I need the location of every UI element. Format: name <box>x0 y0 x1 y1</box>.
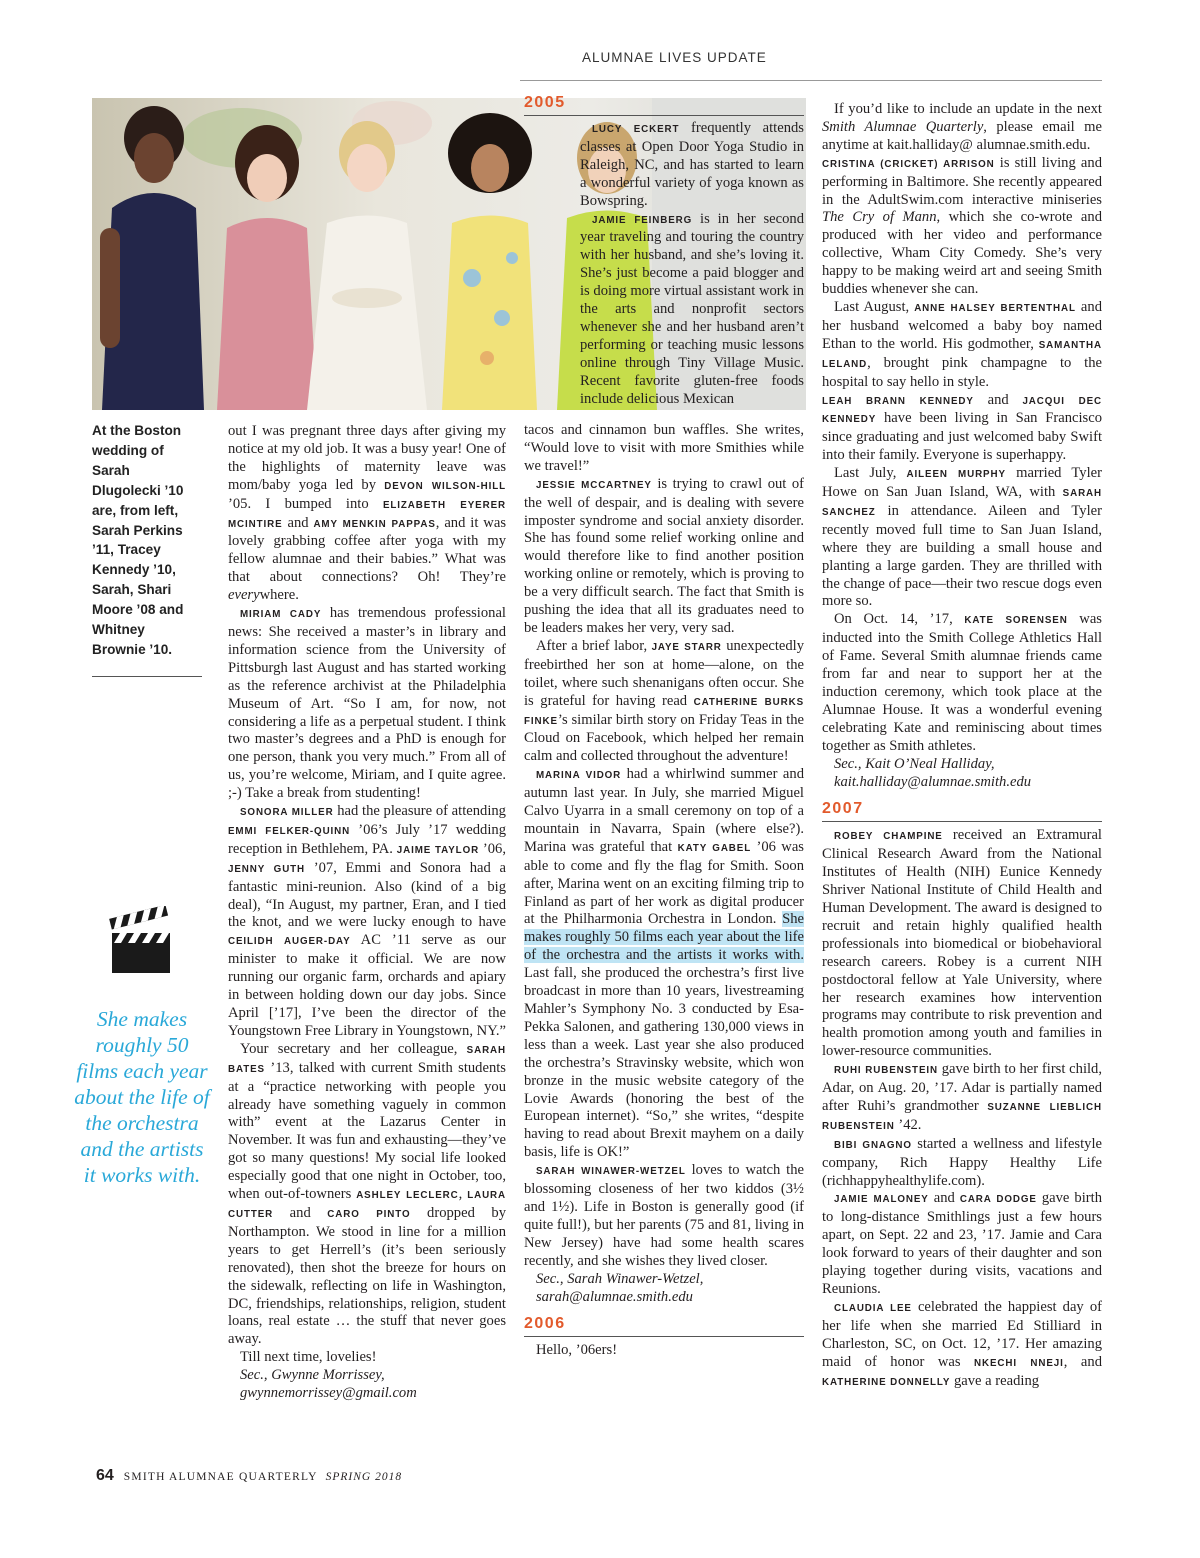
text: Your secretary and her colleague, <box>240 1040 467 1057</box>
alumna-name: ASHLEY LECLERC <box>356 1190 459 1202</box>
paragraph <box>822 1299 1102 1392</box>
magazine-title: SMITH ALUMNAE QUARTERLY <box>123 1471 318 1483</box>
text: and her husband welcomed a baby boy named Ethan to the world. His godmother, <box>822 298 1102 352</box>
paragraph <box>822 101 1102 155</box>
alumna-name: SONORA MILLER <box>240 807 334 819</box>
alumna-name: SARAH BATES <box>228 1044 506 1075</box>
paragraph: Till next time, lovelies! <box>240 1349 377 1366</box>
text: AC ’11 serve as our minister to make it official. We are now running our organic farm, orchards and apiary in between holding down our day jobs. Since April [’17], I’ve been the director of the Youngstown Free Library in Youngstown, NY.” <box>228 932 506 1039</box>
text: was inducted into the Smith College Athletics Hall of Fame. Several Smith alumnae friends came from far and near to support her at the induction ceremony, which took place at the Alumnae House. It was a wonderful evening celebrating Kate and reminiscing about times together as Smith athletes. <box>822 611 1102 754</box>
alumna-name: JAMIE MALONEY <box>834 1194 929 1206</box>
issue-label: SPRING 2018 <box>325 1471 403 1483</box>
alumna-name: JAYE STARR <box>651 641 722 653</box>
text: started a wellness and lifestyle company, Rich Happy Healthy Life (richhappyhealthylife.com). <box>822 1135 1102 1189</box>
page-number: 64 <box>96 1467 114 1484</box>
photo-caption: At the Boston wedding of Sarah Dlugolecki ’10 are, from left, Sarah Perkins ’11, Tracey Kennedy ’10, Sarah, Shari Moore ’08 and Whitney Brownie ’10. <box>92 423 184 657</box>
text: received an Extramural Clinical Research Award from the National Institutes of Health (NIH) Eunice Kennedy Shriver National Institute of Child Health and Human Development. The award is designed to recruit and retain highly qualified health professionals into biomedical or biobehavioral research careers. Robey is a current NIH postdoctoral fellow at Yale University, where her research examines how intervention programs may contribute to risk prevention and health promotion among youth and families in lower-resource communities. <box>822 827 1102 1060</box>
text: , brought pink champagne to the hospital to say hello in style. <box>822 354 1102 390</box>
text: , which she co-wrote and produced with her video and performance collective, Wham City Comedy. She’s very happy to be making weird art and seeing Smith buddies whenever she can. <box>822 209 1102 298</box>
text: and <box>928 1190 960 1207</box>
alumna-name: ELIZABETH EYERER MCINTIRE <box>228 499 506 530</box>
text: , and <box>1063 1353 1102 1370</box>
paragraph <box>822 1136 1102 1191</box>
text: , and it was lovely grabbing coffee after yoga with my fellow alumnae and their babies.” What was that about connections? Oh! They’re <box>228 514 506 586</box>
year-heading: 2006 <box>524 1315 804 1337</box>
alumna-name: CARO PINTO <box>327 1208 411 1220</box>
text: frequently attends classes at Open Door Yoga Studio in Raleigh, NC, and has started to learn a wonderful variety of yoga known as Bowspring. <box>580 120 804 209</box>
column-2-top <box>580 120 804 409</box>
year-heading: 2007 <box>822 800 1102 822</box>
alumna-name: KATY GABEL <box>677 842 752 854</box>
alumna-name: CLAUDIA LEE <box>834 1302 912 1314</box>
paragraph-continued <box>228 423 506 605</box>
alumna-name: JENNY GUTH <box>228 863 306 875</box>
text: is trying to crawl out of the well of despair, and is dealing with severe imposter syndrome and social anxiety disorder. She has found some relief working online and would therefore like to find another position working online or remotely, which is proving to be a very difficult search. The fact that Smith is pushing the idea that all its graduates need to be leaders makes her very, very sad. <box>524 475 804 636</box>
year-heading: 2005 <box>524 94 804 116</box>
highlighted-text: She makes roughly 50 films each year about the life of the orchestra and the artists it works with. <box>524 911 804 964</box>
alumna-name: JESSIE MCCARTNEY <box>536 479 652 491</box>
text: is in her second year traveling and touring the country with her husband, and she’s loving it. She’s just become a paid blogger and is doing more virtual assistant work in the arts and nonprofit sectors whenever she and her husband aren’t performing or teaching music lessons online through Tiny Village Music. Recent favorite gluten-free foods include delicious Mexican <box>580 210 804 407</box>
paragraph <box>822 1061 1102 1136</box>
secretary-line: Sec., Sarah Winawer-Wetzel, <box>536 1270 704 1287</box>
alumna-name: SUZANNE LIEBLICH RUBENSTEIN <box>822 1101 1102 1132</box>
paragraph <box>822 1190 1102 1298</box>
text: ’06’s July ’17 wedding reception in Bethlehem, PA. <box>228 821 506 857</box>
alumna-name: CARA DODGE <box>959 1194 1037 1206</box>
paragraph <box>822 611 1102 755</box>
paragraph <box>580 120 804 211</box>
alumna-name: EMMI FELKER-QUINN <box>228 825 351 837</box>
text: is still living and performing in Baltimore. She recently appeared in the AdultSwim.com interactive miniseries <box>822 154 1103 208</box>
text: On Oct. 14, ’17, <box>834 611 965 628</box>
text: ’07, Emmi and Sonora had a fantastic mini-reunion. Also (kind of a big deal), “In August, my partner, Eran, and I tied the knot, and we were lucky enough to have <box>228 859 506 931</box>
alumna-name: KATE SORENSEN <box>964 615 1068 627</box>
paragraph <box>822 392 1102 466</box>
text: If you’d like to include an update in the next <box>834 101 1102 117</box>
paragraph <box>524 476 804 638</box>
secretary-line: Sec., Kait O’Neal Halliday, <box>834 755 995 772</box>
text: , please email me anytime at kait.halliday@ alumnae.smith.edu. <box>822 118 1102 153</box>
header-rule <box>520 80 1102 81</box>
alumna-name: LEAH BRANN KENNEDY <box>822 395 974 407</box>
alumna-name: RUHI RUBENSTEIN <box>834 1065 938 1077</box>
text: and <box>282 514 314 531</box>
alumna-name: CRISTINA (CRICKET) ARRISON <box>822 158 995 170</box>
text: celebrated the happiest day of her life when she married Ed Stilliard in Charleston, SC, on Oct. 12, ’17. Her amazing maid of honor was <box>822 1298 1102 1370</box>
text: and <box>273 1204 328 1221</box>
alumna-name: SAMANTHA LELAND <box>822 339 1102 370</box>
text: and <box>973 391 1023 408</box>
text: unexpectedly freebirthed her son at home—alone, on the toilet, where such shenanigans often occur. She is grateful for having read <box>524 637 805 709</box>
column-3 <box>822 101 1102 1391</box>
paragraph <box>228 605 506 803</box>
text: has tremendous professional news: She received a master’s in library and information science from the University of Pittsburgh last August and has started working as the reference archivist at the Philadelphia Museum of Art. “So I am, for now, not considering a life as a perpetual student. I think two master’s degrees and a PhD is enough for one person, thank you very much.” From all of us, you’re welcome, Miriam, and I quite agree. ;-) Take a break from studenting! <box>228 605 506 802</box>
alumna-name: CEILIDH AUGER-DAY <box>228 936 351 948</box>
section-header: ALUMNAE LIVES UPDATE <box>582 50 767 65</box>
text: Last fall, she produced the orchestra’s first live broadcast in more than 10 years, livestreaming Mahler’s Symphony No. 3 conducted by Esa-Pekka Salonen, and gathering 130,000 views in less than a week. Last year she also produced the orchestra’s Stravinsky website, which won bronze in the music website category of the Lovie Awards (honoring the best of the European internet). “So,” she writes, “despite having to read about Brexit mayhem on a daily basis, life is OK!” <box>524 965 804 1161</box>
alumna-name: AMY MENKIN PAPPAS <box>313 518 436 530</box>
text: ’13, talked with current Smith students at a “practice networking with people you already have something vaguely in common with” event at the Lazarus Center in November. It was fun and exhausting—they’ve got so many questions! My social life looked especially good that one night in October, too, when out-of-towners <box>228 1059 506 1203</box>
secretary-email: kait.halliday@alumnae.smith.edu <box>834 773 1032 790</box>
text: gave a reading <box>950 1372 1040 1389</box>
text: Last August, <box>834 298 915 315</box>
paragraph <box>228 1041 506 1349</box>
text-emphasis: The Cry of Mann <box>822 209 937 226</box>
pull-quote: She makes roughly 50 films each year about the life of the orchestra and the artists it works with. <box>74 1007 210 1187</box>
secretary-email: gwynnemorrissey@gmail.com <box>240 1385 417 1402</box>
text: have been living in San Francisco since graduating and just welcomed baby Swift into their family. Everyone is superhappy. <box>822 410 1102 464</box>
alumna-name: NKECHI NNEJI <box>974 1357 1064 1369</box>
paragraph <box>580 211 804 409</box>
alumna-name: KATHERINE DONNELLY <box>822 1376 951 1388</box>
text: , <box>458 1186 468 1203</box>
paragraph-continued: tacos and cinnamon bun waffles. She writes, “Would love to visit with more Smithies while we travel!” <box>524 422 804 474</box>
text: dropped by Northampton. We stood in line for a million years to get Herrell’s (it’s been seriously renovated), then shot the breeze for hours on the sidewalk, reflecting on life in Washington, DC, friendships, relationships, religion, student loans, real estate … the stuff that never goes away. <box>228 1204 507 1348</box>
alumna-name: AILEEN MURPHY <box>906 469 1006 481</box>
text: gave birth to her first child, Adar, on Aug. 20, ’17. Adar is partially named after Ruhi’s grandmother <box>822 1061 1103 1114</box>
paragraph <box>822 827 1102 1061</box>
text: ’06 was able to come and fly the flag for Smith. Soon after, Marina went on an exciting filming trip to Finland as part of her work as digital producer at the Philharmonia Orchestra in London. <box>524 838 804 928</box>
text: loves to watch the blossoming closeness of her two kiddos (3½ and 1½). Life in Boston is generally good (if quite full!), but her parents (75 and 81, living in New Jersey) have had some health scares recently, and she wishes they lived closer. <box>524 1162 804 1269</box>
paragraph <box>524 1162 804 1270</box>
alumna-name: ANNE HALSEY BERTENTHAL <box>914 302 1076 314</box>
alumna-name: BIBI GNAGNO <box>834 1139 912 1151</box>
paragraph <box>822 299 1102 392</box>
text: ’s similar birth story on Friday Teas in the Cloud on Facebook, which helped her remain calm and collected throughout the adventure! <box>524 711 804 765</box>
paragraph <box>228 803 506 1041</box>
text: ’05. I bumped into <box>228 495 383 512</box>
alumna-name: LUCY ECKERT <box>592 124 680 135</box>
paragraph <box>822 155 1102 299</box>
column-2 <box>524 422 804 1360</box>
secretary-line: Sec., Gwynne Morrissey, <box>240 1367 385 1384</box>
alumna-name: JAMIE FEINBERG <box>592 214 693 226</box>
alumna-name: SARAH WINAWER-WETZEL <box>536 1166 686 1178</box>
year-2005-heading <box>524 94 804 121</box>
text-emphasis: every <box>228 587 260 604</box>
text: ’06, <box>479 840 507 857</box>
text: in attendance. Aileen and Tyler recently moved full time to San Juan Island, where they are building a small house and planting a large garden. They are thrilled with the change of pace—their two rescue dogs even more so. <box>822 502 1102 610</box>
text: gave birth to long-distance Smithlings just a few hours apart, on Sept. 22 and 23, ’17. Jamie and Cara look forward to years of their daughter and son playing together during visits, vacations and Reunions. <box>822 1190 1102 1297</box>
page-footer <box>96 1467 402 1485</box>
text: married Tyler Howe on San Juan Island, WA, with <box>822 465 1102 501</box>
text: had a whirlwind summer and autumn last year. In July, she married Miguel Calvo Uyarra in a small ceremony on top of a mountain in Navarra, Spain (where else?). Marina was grateful that <box>524 766 805 855</box>
paragraph <box>524 638 804 766</box>
alumna-name: JACQUI DEC KENNEDY <box>822 395 1102 426</box>
paragraph <box>822 465 1102 611</box>
alumna-name: LAURA CUTTER <box>228 1190 507 1220</box>
column-1 <box>228 423 506 1403</box>
clapperboard-icon <box>108 906 174 974</box>
alumna-name: MIRIAM CADY <box>240 609 322 621</box>
alumna-name: MARINA VIDOR <box>536 770 622 782</box>
text: out I was pregnant three days after giving my notice at my old job. It was a busy year! One of the highlights of maternity leave was mom/baby yoga led by <box>228 423 507 493</box>
caption-rule <box>92 676 202 677</box>
text-emphasis: Smith Alumnae Quarterly <box>822 118 984 135</box>
paragraph <box>524 766 804 1162</box>
text: where. <box>259 587 299 604</box>
alumna-name: JAIME TAYLOR <box>396 844 480 856</box>
text: Last July, <box>834 465 907 482</box>
alumna-name: CATHERINE BURKS FINKE <box>524 696 805 727</box>
alumna-name: SARAH SANCHEZ <box>822 488 1102 518</box>
alumna-name: DEVON WILSON-HILL <box>384 480 506 492</box>
text: had the pleasure of attending <box>333 803 506 820</box>
text: After a brief labor, <box>536 637 652 654</box>
paragraph: Hello, ’06ers! <box>536 1342 618 1359</box>
alumna-name: ROBEY CHAMPINE <box>834 831 943 843</box>
secretary-email: sarah@alumnae.smith.edu <box>536 1288 693 1305</box>
text: ’42. <box>894 1116 922 1133</box>
